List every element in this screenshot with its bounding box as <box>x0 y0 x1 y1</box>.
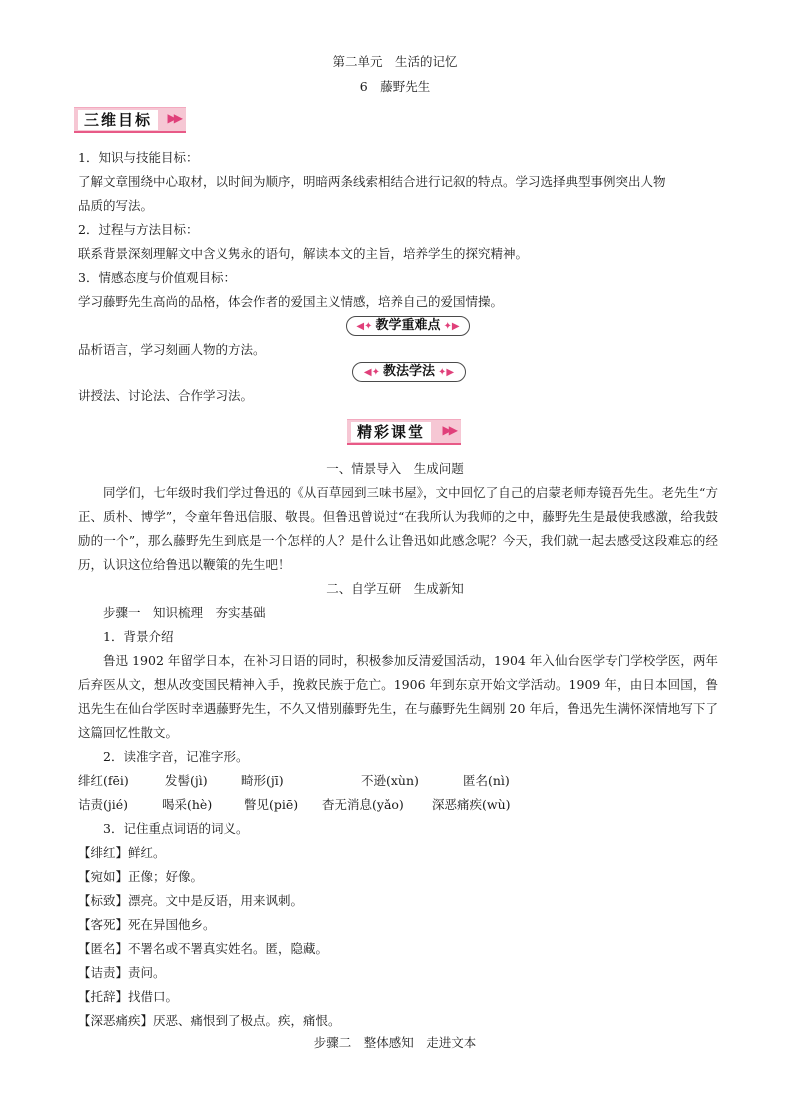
intro-paragraph: 同学们，七年级时我们学过鲁迅的《从百草园到三味书屋》，文中回忆了自己的启蒙老师寿镜吾先生。老先生“方正、质朴、博学”，令童年鲁迅信服、敬畏。但鲁迅曾说过“在我所认为我师的之中，藤野先生是最使我感激，给我鼓励的一个”，那么藤野先生到底是一个怎样的人？是什么让鲁迅如此感念呢？今天，我们就一起去感受这段难忘的经历，认识这位给鲁迅以鞭策的先生吧！ <box>78 485 718 572</box>
goal-2-line: 联系背景深刻理解文中含义隽永的语句，解读本文的主旨，培养学生的探究精神。 <box>78 246 529 261</box>
goal-1-line-2: 品质的写法。 <box>78 198 154 213</box>
vocab-item: 【客死】死在异国他乡。 <box>78 917 216 932</box>
vocab-item: 【匿名】不署名或不署真实姓名。匿，隐藏。 <box>78 941 329 956</box>
methods-text: 讲授法、讨论法、合作学习法。 <box>78 388 254 403</box>
key-points-text: 品析语言，学习刻画人物的方法。 <box>78 342 266 357</box>
goal-3-heading: 3．情感态度与价值观目标： <box>78 270 236 285</box>
left-deco-icon: ◀✦ <box>356 321 373 332</box>
goals-section-title: 三维目标 <box>78 110 158 130</box>
background-paragraph: 鲁迅 1902 年留学日本，在补习日语的同时，积极参加反清爱国活动，1904 年入仙台医学专门学校学医，两年后弃医从文，想从改变国民精神入手，挽救民族于危亡。1906 年到东京开始文学活动。1909 年，由日本回国，鲁迅先生在仙台学医时幸遇藤野先生，不久又惜别藤野先生，在与藤野先生阔别 20 年后，鲁迅先生满怀深情地写下了这篇回忆性散文。 <box>78 653 718 740</box>
vocab-item: 【诘责】责问。 <box>78 965 166 980</box>
double-arrow-icon: ▶▶ <box>442 423 455 437</box>
unit-title: 第二单元 生活的记忆 <box>332 54 458 69</box>
step-1-heading: 步骤一 知识梳理 夯实基础 <box>103 605 266 620</box>
pinyin-item: 瞥见(piē) <box>244 797 299 812</box>
vocab-item: 【标致】漂亮。文中是反语，用来讽刺。 <box>78 893 304 908</box>
pinyin-item: 喝采(hè) <box>162 797 213 812</box>
pinyin-item: 诘责(jié) <box>78 797 129 812</box>
goal-2-heading: 2．过程与方法目标： <box>78 222 199 237</box>
pronunciation-row-1 <box>78 769 718 793</box>
pinyin-item: 匿名(nì) <box>463 773 510 788</box>
pinyin-item: 发髻(jì) <box>165 773 208 788</box>
pinyin-item: 杳无消息(yǎo) <box>322 797 404 812</box>
goal-1-line-1: 了解文章围绕中心取材，以时间为顺序，明暗两条线索相结合进行记叙的特点。学习选择典型事例突出人物 <box>78 174 666 189</box>
goal-1-heading: 1．知识与技能目标： <box>78 150 199 165</box>
part-1-title: 一、情景导入 生成问题 <box>326 461 464 476</box>
part-2-title: 二、自学互研 生成新知 <box>326 581 464 596</box>
background-heading: 1．背景介绍 <box>103 629 174 644</box>
goal-3-line: 学习藤野先生高尚的品格，体会作者的爱国主义情感，培养自己的爱国情操。 <box>78 294 504 309</box>
methods-badge <box>352 362 466 382</box>
class-section-banner <box>347 419 461 445</box>
vocab-item: 【宛如】正像；好像。 <box>78 869 204 884</box>
right-deco-icon: ✦▶ <box>438 367 455 378</box>
goals-section-banner <box>74 107 186 133</box>
left-deco-icon: ◀✦ <box>363 367 380 378</box>
right-deco-icon: ✦▶ <box>443 321 460 332</box>
pinyin-item: 畸形(jī) <box>241 773 284 788</box>
vocab-item: 【深恶痛疾】厌恶、痛恨到了极点。疾，痛恨。 <box>78 1013 341 1028</box>
lesson-title: 6 藤野先生 <box>359 79 431 94</box>
key-points-title: 教学重难点 <box>375 318 441 333</box>
vocab-item: 【绯红】鲜红。 <box>78 845 166 860</box>
vocab-item: 【托辞】找借口。 <box>78 989 179 1004</box>
class-section-title: 精彩课堂 <box>351 422 431 442</box>
double-arrow-icon: ▶▶ <box>167 111 180 125</box>
step-2-heading: 步骤二 整体感知 走进文本 <box>313 1035 477 1050</box>
pinyin-item: 绯红(fēi) <box>78 773 129 788</box>
pronunciation-row-2 <box>78 793 718 817</box>
pronunciation-heading: 2．读准字音，记准字形。 <box>103 749 249 764</box>
methods-title: 教法学法 <box>382 364 435 379</box>
pinyin-item: 深恶痛疾(wù) <box>432 797 511 812</box>
pinyin-item: 不逊(xùn) <box>361 773 419 788</box>
vocab-heading: 3．记住重点词语的词义。 <box>103 821 249 836</box>
key-points-badge <box>346 316 470 336</box>
